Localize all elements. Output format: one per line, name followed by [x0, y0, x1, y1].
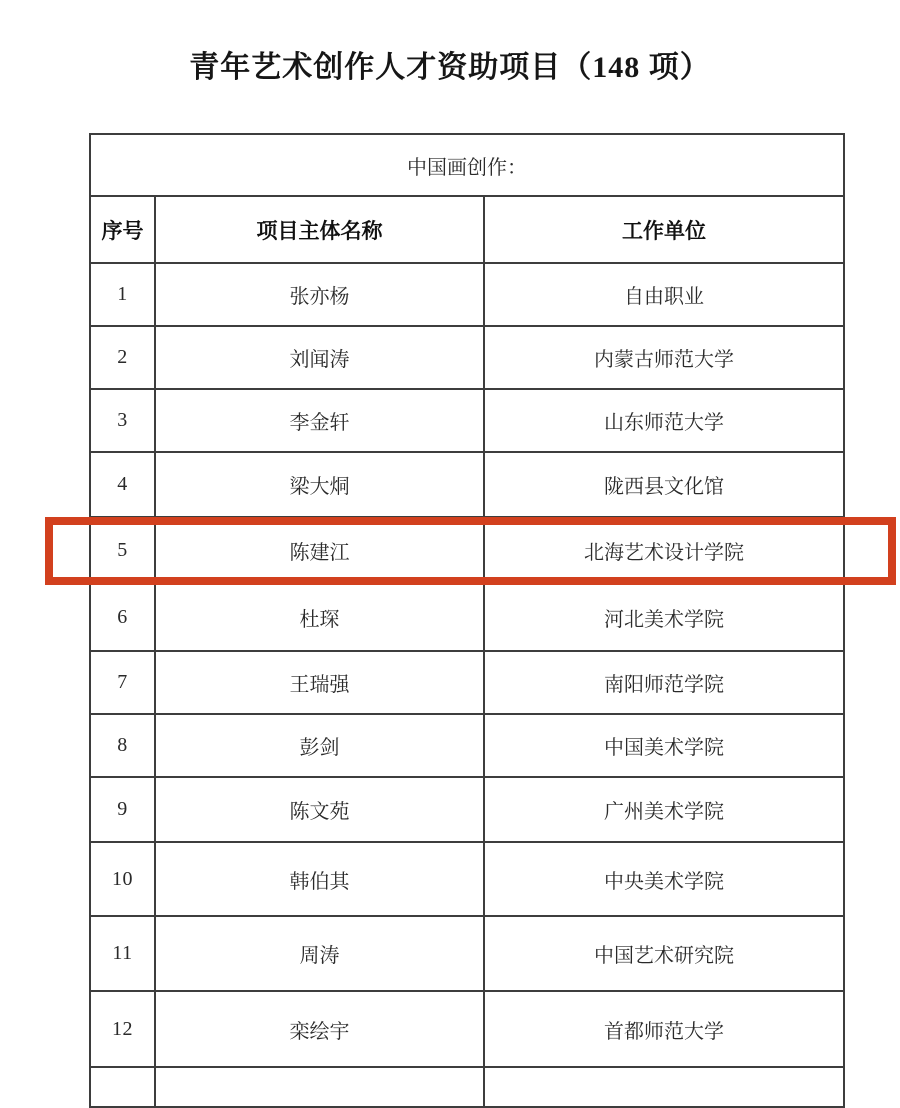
- work-unit-cell: 内蒙古师范大学: [484, 326, 844, 389]
- table-row: [90, 777, 844, 842]
- work-unit-cell: 北海艺术设计学院: [484, 517, 844, 584]
- work-unit-cell: 中国艺术研究院: [484, 916, 844, 991]
- project-name-cell: 李金轩: [155, 389, 484, 452]
- project-name-cell: 梁大烔: [155, 452, 484, 517]
- table-row: [90, 517, 844, 584]
- work-unit-cell: 中国美术学院: [484, 714, 844, 777]
- table-row: [90, 991, 844, 1067]
- page-title: 青年艺术创作人才资助项目（148 项）: [189, 51, 711, 84]
- project-name-cell: 张亦杨: [155, 263, 484, 326]
- row-number-cell: 9: [90, 777, 155, 842]
- row-number-cell: 1: [90, 263, 155, 326]
- section-header-row: [90, 134, 844, 196]
- row-number-cell: 10: [90, 842, 155, 916]
- table-row: [90, 452, 844, 517]
- table-row: [90, 651, 844, 714]
- row-number-cell: 4: [90, 452, 155, 517]
- project-name-cell: 杜琛: [155, 584, 484, 651]
- table-row: [90, 263, 844, 326]
- project-name-cell: 彭剑: [155, 714, 484, 777]
- work-unit-cell: 河北美术学院: [484, 584, 844, 651]
- work-unit-cell: 中央美术学院: [484, 842, 844, 916]
- row-number-cell: 11: [90, 916, 155, 991]
- empty-cell: [155, 1067, 484, 1107]
- project-name-cell: 周涛: [155, 916, 484, 991]
- row-number-cell: 8: [90, 714, 155, 777]
- table-row: [90, 326, 844, 389]
- project-name-cell: 陈建江: [155, 517, 484, 584]
- table-row: [90, 714, 844, 777]
- project-name-cell: 韩伯其: [155, 842, 484, 916]
- column-header-name: 项目主体名称: [155, 196, 484, 263]
- project-name-cell: 栾绘宇: [155, 991, 484, 1067]
- work-unit-cell: 山东师范大学: [484, 389, 844, 452]
- section-header: 中国画创作：: [90, 134, 844, 196]
- row-number-cell: 2: [90, 326, 155, 389]
- work-unit-cell: 首都师范大学: [484, 991, 844, 1067]
- empty-cell: [90, 1067, 155, 1107]
- empty-cell: [484, 1067, 844, 1107]
- row-number-cell: 6: [90, 584, 155, 651]
- table-row: [90, 389, 844, 452]
- column-header-row: [90, 196, 844, 263]
- column-header-unit: 工作单位: [484, 196, 844, 263]
- work-unit-cell: 南阳师范学院: [484, 651, 844, 714]
- work-unit-cell: 陇西县文化馆: [484, 452, 844, 517]
- row-number-cell: 12: [90, 991, 155, 1067]
- work-unit-cell: 广州美术学院: [484, 777, 844, 842]
- table-row-partial: [90, 1067, 844, 1107]
- table-row: [90, 584, 844, 651]
- work-unit-cell: 自由职业: [484, 263, 844, 326]
- column-header-index: 序号: [90, 196, 155, 263]
- funding-table: [89, 133, 845, 1108]
- project-name-cell: 刘闻涛: [155, 326, 484, 389]
- table-row: [90, 842, 844, 916]
- row-number-cell: 5: [90, 517, 155, 584]
- row-number-cell: 3: [90, 389, 155, 452]
- row-number-cell: 7: [90, 651, 155, 714]
- project-name-cell: 王瑞强: [155, 651, 484, 714]
- project-name-cell: 陈文苑: [155, 777, 484, 842]
- table-row: [90, 916, 844, 991]
